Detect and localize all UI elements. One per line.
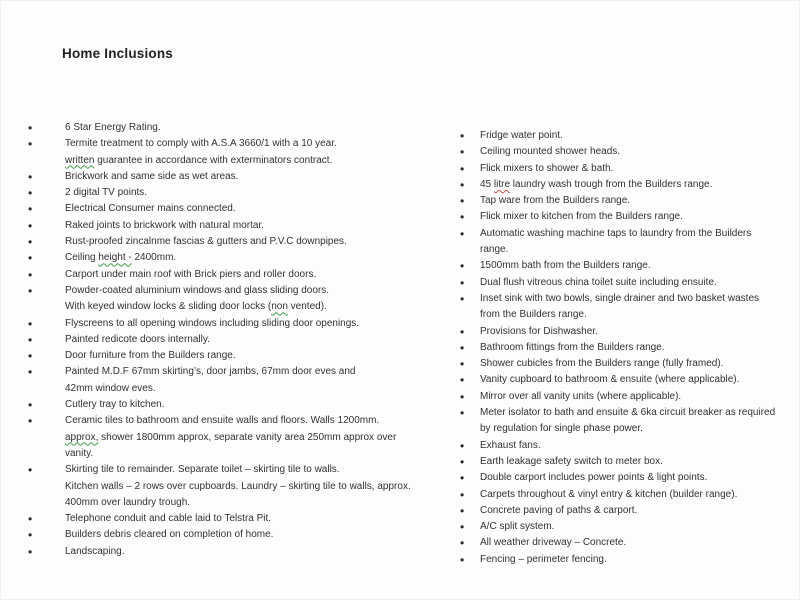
bullet-icon: •: [460, 357, 465, 372]
list-item-text: Landscaping.: [65, 545, 125, 557]
list-item-text: 2 digital TV points.: [65, 187, 148, 199]
bullet-icon: •: [460, 129, 465, 143]
misspelled-word: non: [271, 301, 288, 313]
list-item-text: Flick mixer to kitchen from the Builders range.: [480, 211, 683, 223]
list-item: [28, 511, 463, 527]
bullet-icon: •: [28, 251, 33, 266]
list-item: [28, 316, 463, 332]
bullet-icon: •: [460, 210, 465, 225]
list-item-text: by regulation for single phase power.: [480, 423, 643, 435]
list-item: [460, 209, 800, 225]
bullet-spacer: [28, 430, 65, 446]
list-item: [28, 527, 463, 543]
list-item-text: Raked joints to brickwork with natural mortar.: [65, 219, 264, 231]
list-item-text: range.: [480, 244, 509, 256]
list-item-text: approx, shower 1800mm approx, separate vanity area 250mm approx over: [65, 431, 397, 443]
bullet-spacer: [460, 307, 480, 323]
list-item: [460, 161, 800, 177]
list-item: [460, 177, 800, 193]
bullet-icon: •: [28, 169, 33, 184]
list-item-text: With keyed window locks & sliding door locks (non vented).: [65, 301, 327, 313]
list-item: [28, 348, 463, 364]
bullet-icon: •: [460, 536, 465, 551]
list-item: [28, 201, 463, 217]
list-item: [460, 193, 800, 209]
bullet-icon: •: [28, 235, 33, 250]
list-item-text: vanity.: [65, 447, 94, 459]
bullet-spacer: [28, 495, 65, 511]
list-item-text: Painted redicote doors internally.: [65, 333, 210, 345]
list-item-text: Electrical Consumer mains connected.: [65, 203, 236, 215]
list-item-text: Carpets throughout & vinyl entry & kitchen (builder range).: [480, 488, 738, 500]
misspelled-word: height -: [98, 252, 132, 264]
bullet-icon: •: [28, 218, 33, 233]
bullet-spacer: [460, 242, 480, 258]
list-item: [460, 324, 800, 340]
bullet-icon: •: [28, 528, 33, 543]
bullet-icon: •: [28, 414, 33, 429]
list-item-text: Meter isolator to bath and ensuite & 6ka circuit breaker as required: [480, 407, 776, 419]
misspelled-word: litre: [493, 178, 511, 190]
bullet-icon: •: [28, 202, 33, 217]
list-item: [28, 136, 463, 152]
list-item: [460, 275, 800, 291]
list-item: [460, 552, 800, 568]
bullet-spacer: [28, 479, 65, 495]
misspelled-word: approx,: [65, 431, 99, 443]
bullet-icon: •: [460, 291, 465, 306]
list-item: [28, 234, 463, 250]
bullet-icon: •: [460, 406, 465, 421]
list-item-text: Inset sink with two bowls, single drainer and two basket wastes: [480, 292, 760, 304]
bullet-icon: •: [28, 121, 33, 135]
list-item-text: Fridge water point.: [480, 130, 563, 141]
list-item: [460, 389, 800, 405]
bullet-icon: •: [460, 503, 465, 518]
list-item-text: Cutlery tray to kitchen.: [65, 399, 165, 411]
list-item-text: 1500mm bath from the Builders range.: [480, 260, 651, 272]
bullet-icon: •: [28, 332, 33, 347]
list-item: [460, 535, 800, 551]
bullet-icon: •: [28, 283, 33, 298]
bullet-icon: •: [460, 259, 465, 274]
bullet-icon: •: [28, 316, 33, 331]
list-item-text: A/C split system.: [480, 521, 555, 533]
list-item-text: Rust-proofed zincalnme fascias & gutters and P.V.C downpipes.: [65, 236, 347, 248]
list-item-text: Exhaust fans.: [480, 439, 541, 451]
list-item-continuation: [460, 242, 800, 258]
bullet-icon: •: [460, 145, 465, 160]
list-item: [460, 144, 800, 160]
list-item-text: Brickwork and same side as wet areas.: [65, 170, 239, 182]
bullet-spacer: [28, 446, 65, 462]
bullet-spacer: [460, 421, 480, 437]
list-item-text: Double carport includes power points & light points.: [480, 472, 708, 484]
list-item: [460, 226, 800, 242]
list-item-text: Builders debris cleared on completion of home.: [65, 529, 274, 541]
bullet-icon: •: [460, 487, 465, 502]
list-item: [28, 218, 463, 234]
inclusions-column-left: [28, 120, 463, 560]
list-item: [460, 291, 800, 307]
list-item-text: Kitchen walls – 2 rows over cupboards. Laundry – skirting tile to walls, approx.: [65, 480, 411, 492]
list-item-text: 42mm window eves.: [65, 382, 156, 394]
list-item-continuation: [28, 446, 463, 462]
list-item: [28, 332, 463, 348]
list-item-continuation: [28, 299, 463, 315]
list-item: [460, 438, 800, 454]
bullet-icon: •: [28, 398, 33, 413]
bullet-icon: •: [460, 520, 465, 535]
list-item-text: Flyscreens to all opening windows including sliding door openings.: [65, 317, 360, 329]
list-item-text: Telephone conduit and cable laid to Telstra Pit.: [65, 513, 272, 525]
bullet-icon: •: [460, 389, 465, 404]
list-item-continuation: [28, 430, 463, 446]
list-item: [28, 267, 463, 283]
bullet-icon: •: [460, 324, 465, 339]
list-item: [28, 413, 463, 429]
list-item: [28, 397, 463, 413]
bullet-icon: •: [460, 454, 465, 469]
bullet-icon: •: [460, 552, 465, 567]
list-item-continuation: [28, 479, 463, 495]
bullet-icon: •: [28, 463, 33, 478]
list-item-text: Provisions for Dishwasher.: [480, 325, 598, 337]
bullet-icon: •: [28, 544, 33, 559]
list-item: [460, 258, 800, 274]
list-item: [460, 470, 800, 486]
bullet-icon: •: [28, 365, 33, 380]
list-item-text: 400mm over laundry trough.: [65, 496, 191, 508]
list-item: [460, 519, 800, 535]
list-item-text: Skirting tile to remainder. Separate toilet – skirting tile to walls.: [65, 464, 340, 476]
list-item: [28, 185, 463, 201]
bullet-icon: •: [28, 186, 33, 201]
bullet-icon: •: [460, 373, 465, 388]
list-item-text: Earth leakage safety switch to meter box.: [480, 455, 663, 467]
list-item-text: Ceiling height - 2400mm.: [65, 252, 177, 264]
list-item-continuation: [28, 153, 463, 169]
list-item-continuation: [28, 381, 463, 397]
list-item-text: 45 litre laundry wash trough from the Builders range.: [480, 178, 713, 190]
list-item: [28, 169, 463, 185]
bullet-spacer: [28, 299, 65, 315]
list-item-text: Flick mixers to shower & bath.: [480, 162, 614, 174]
list-item-text: Ceramic tiles to bathroom and ensuite walls and floors. Walls 1200mm.: [65, 415, 380, 427]
list-item-text: Automatic washing machine taps to laundry from the Builders: [480, 227, 752, 239]
list-item: [28, 462, 463, 478]
misspelled-word: written: [65, 154, 95, 166]
list-item-text: Carport under main roof with Brick piers and roller doors.: [65, 268, 317, 280]
bullet-icon: •: [28, 137, 33, 152]
bullet-icon: •: [460, 194, 465, 209]
inclusions-column-right: [460, 128, 800, 568]
bullet-icon: •: [28, 512, 33, 527]
list-item-text: Tap ware from the Builders range.: [480, 195, 631, 207]
list-item-continuation: [28, 495, 463, 511]
list-item: [460, 372, 800, 388]
list-item-continuation: [460, 307, 800, 323]
bullet-icon: •: [460, 161, 465, 176]
list-item-text: Concrete paving of paths & carport.: [480, 504, 638, 516]
list-item: [28, 283, 463, 299]
bullet-icon: •: [460, 471, 465, 486]
list-item-text: Ceiling mounted shower heads.: [480, 146, 621, 158]
list-item-text: Shower cubicles from the Builders range (fully framed).: [480, 358, 724, 370]
bullet-spacer: [28, 381, 65, 397]
list-item: [28, 120, 463, 136]
list-item-text: Dual flush vitreous china toilet suite including ensuite.: [480, 276, 717, 288]
list-item-text: 6 Star Energy Rating.: [65, 122, 161, 133]
list-item: [460, 454, 800, 470]
bullet-icon: •: [460, 275, 465, 290]
list-item-text: Painted M.D.F 67mm skirting’s, door jambs, 67mm door eves and: [65, 366, 356, 378]
list-item: [28, 250, 463, 266]
list-item-text: from the Builders range.: [480, 309, 587, 321]
bullet-icon: •: [28, 267, 33, 282]
bullet-icon: •: [460, 177, 465, 192]
bullet-spacer: [28, 153, 65, 169]
list-item: [460, 487, 800, 503]
list-item-text: Door furniture from the Builders range.: [65, 350, 236, 362]
list-item-text: Fencing – perimeter fencing.: [480, 553, 607, 565]
list-item-continuation: [460, 421, 800, 437]
list-item-text: written guarantee in accordance with exterminators contract.: [65, 154, 333, 166]
list-item: [460, 340, 800, 356]
bullet-icon: •: [460, 226, 465, 241]
list-item: [460, 128, 800, 144]
list-item: [460, 405, 800, 421]
list-item-text: All weather driveway – Concrete.: [480, 537, 627, 549]
bullet-icon: •: [460, 438, 465, 453]
bullet-icon: •: [28, 349, 33, 364]
list-item: [460, 503, 800, 519]
list-item-text: Powder-coated aluminium windows and glass sliding doors.: [65, 284, 330, 296]
list-item: [28, 364, 463, 380]
list-item-text: Mirror over all vanity units (where applicable).: [480, 390, 682, 402]
list-item-text: Termite treatment to comply with A.S.A 3660/1 with a 10 year.: [65, 138, 337, 150]
list-item-text: Vanity cupboard to bathroom & ensuite (where applicable).: [480, 374, 740, 386]
list-item: [28, 544, 463, 560]
page-title: Home Inclusions: [62, 46, 174, 61]
list-item: [460, 356, 800, 372]
bullet-icon: •: [460, 340, 465, 355]
list-item-text: Bathroom fittings from the Builders range.: [480, 341, 665, 353]
